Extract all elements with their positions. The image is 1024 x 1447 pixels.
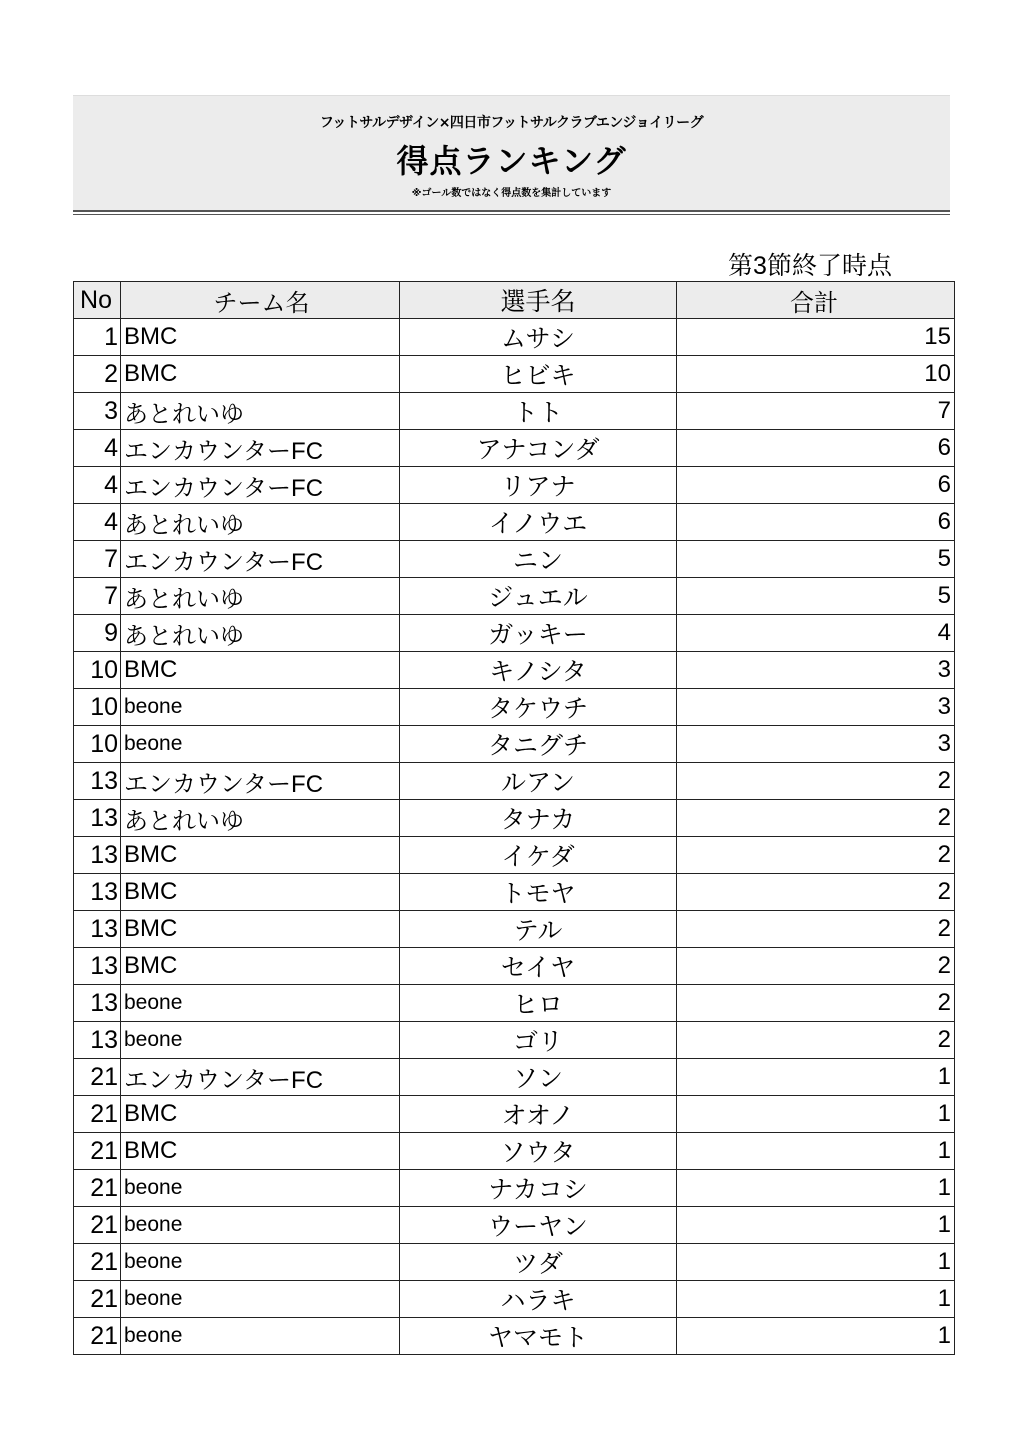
total-cell: 1	[677, 1244, 955, 1281]
table-row	[74, 1244, 955, 1281]
team-cell: BMC	[121, 1133, 400, 1170]
rank-cell: 10	[74, 689, 121, 726]
team-cell: あとれいゆ	[121, 615, 400, 652]
table-row	[74, 541, 955, 578]
total-cell: 3	[677, 652, 955, 689]
team-cell: beone	[121, 1170, 400, 1207]
total-cell: 6	[677, 467, 955, 504]
total-cell: 5	[677, 541, 955, 578]
rank-cell: 3	[74, 393, 121, 430]
team-cell: beone	[121, 689, 400, 726]
player-cell: ルアン	[400, 763, 677, 800]
column-header-total: 合計	[677, 282, 955, 319]
total-cell: 2	[677, 763, 955, 800]
player-cell: ソウタ	[400, 1133, 677, 1170]
table-row	[74, 1096, 955, 1133]
table-row	[74, 467, 955, 504]
player-cell: タナカ	[400, 800, 677, 837]
team-cell: BMC	[121, 652, 400, 689]
header-banner	[73, 95, 950, 211]
total-cell: 2	[677, 985, 955, 1022]
rank-cell: 13	[74, 874, 121, 911]
total-cell: 3	[677, 689, 955, 726]
table-row	[74, 911, 955, 948]
team-cell: エンカウンターFC	[121, 467, 400, 504]
table-row	[74, 430, 955, 467]
column-header-team: チーム名	[121, 282, 400, 319]
column-header-no: No	[74, 282, 121, 319]
player-cell: アナコンダ	[400, 430, 677, 467]
rank-cell: 13	[74, 800, 121, 837]
player-cell: リアナ	[400, 467, 677, 504]
total-cell: 15	[677, 319, 955, 356]
team-cell: BMC	[121, 1096, 400, 1133]
total-cell: 4	[677, 615, 955, 652]
rank-cell: 13	[74, 763, 121, 800]
rank-cell: 13	[74, 1022, 121, 1059]
scoring-note: ※ゴール数ではなく得点数を集計しています	[411, 188, 612, 199]
team-cell: BMC	[121, 911, 400, 948]
player-cell: イノウエ	[400, 504, 677, 541]
table-row	[74, 393, 955, 430]
table-row	[74, 1207, 955, 1244]
total-cell: 2	[677, 837, 955, 874]
player-cell: ニン	[400, 541, 677, 578]
team-cell: beone	[121, 985, 400, 1022]
player-cell: キノシタ	[400, 652, 677, 689]
rank-cell: 10	[74, 652, 121, 689]
table-row	[74, 1059, 955, 1096]
rank-cell: 21	[74, 1096, 121, 1133]
total-cell: 2	[677, 800, 955, 837]
team-cell: あとれいゆ	[121, 504, 400, 541]
rank-cell: 7	[74, 578, 121, 615]
total-cell: 2	[677, 874, 955, 911]
table-row	[74, 615, 955, 652]
rank-cell: 21	[74, 1207, 121, 1244]
total-cell: 1	[677, 1281, 955, 1318]
team-cell: BMC	[121, 319, 400, 356]
rank-cell: 21	[74, 1059, 121, 1096]
team-cell: あとれいゆ	[121, 578, 400, 615]
player-cell: タケウチ	[400, 689, 677, 726]
player-cell: テル	[400, 911, 677, 948]
player-cell: ガッキー	[400, 615, 677, 652]
team-cell: BMC	[121, 874, 400, 911]
total-cell: 2	[677, 948, 955, 985]
team-cell: beone	[121, 1207, 400, 1244]
table-row	[74, 319, 955, 356]
rank-cell: 13	[74, 837, 121, 874]
total-cell: 10	[677, 356, 955, 393]
rank-cell: 4	[74, 467, 121, 504]
table-header-row	[74, 282, 955, 319]
total-cell: 1	[677, 1133, 955, 1170]
team-cell: あとれいゆ	[121, 800, 400, 837]
total-cell: 1	[677, 1170, 955, 1207]
column-header-player: 選手名	[400, 282, 677, 319]
player-cell: タニグチ	[400, 726, 677, 763]
rank-cell: 2	[74, 356, 121, 393]
total-cell: 2	[677, 1022, 955, 1059]
total-cell: 6	[677, 504, 955, 541]
player-cell: ムサシ	[400, 319, 677, 356]
table-row	[74, 578, 955, 615]
rank-cell: 21	[74, 1318, 121, 1355]
player-cell: ゴリ	[400, 1022, 677, 1059]
table-row	[74, 652, 955, 689]
page-title: 得点ランキング	[396, 142, 627, 180]
rank-cell: 9	[74, 615, 121, 652]
team-cell: beone	[121, 1244, 400, 1281]
player-cell: ヤマモト	[400, 1318, 677, 1355]
table-row	[74, 800, 955, 837]
as-of-label: 第3節終了時点	[728, 252, 892, 280]
player-cell: ナカコシ	[400, 1170, 677, 1207]
team-cell: beone	[121, 726, 400, 763]
team-cell: エンカウンターFC	[121, 1059, 400, 1096]
table-row	[74, 1281, 955, 1318]
header-divider	[73, 210, 950, 212]
rank-cell: 21	[74, 1170, 121, 1207]
rank-cell: 13	[74, 985, 121, 1022]
total-cell: 2	[677, 911, 955, 948]
player-cell: ヒビキ	[400, 356, 677, 393]
table-row	[74, 763, 955, 800]
team-cell: BMC	[121, 948, 400, 985]
total-cell: 3	[677, 726, 955, 763]
player-cell: オオノ	[400, 1096, 677, 1133]
team-cell: あとれいゆ	[121, 393, 400, 430]
rank-cell: 21	[74, 1244, 121, 1281]
table-row	[74, 689, 955, 726]
team-cell: beone	[121, 1318, 400, 1355]
table-row	[74, 1133, 955, 1170]
team-cell: エンカウンターFC	[121, 430, 400, 467]
player-cell: トモヤ	[400, 874, 677, 911]
player-cell: ハラキ	[400, 1281, 677, 1318]
table-row	[74, 1170, 955, 1207]
rank-cell: 4	[74, 504, 121, 541]
player-cell: ヒロ	[400, 985, 677, 1022]
rank-cell: 13	[74, 948, 121, 985]
table-row	[74, 948, 955, 985]
player-cell: ウーヤン	[400, 1207, 677, 1244]
league-subtitle: フットサルデザイン×四日市フットサルクラブエンジョイリーグ	[319, 115, 704, 131]
total-cell: 6	[677, 430, 955, 467]
table-row	[74, 726, 955, 763]
table-row	[74, 504, 955, 541]
rank-cell: 21	[74, 1133, 121, 1170]
total-cell: 5	[677, 578, 955, 615]
ranking-table	[73, 281, 955, 1355]
player-cell: ジュエル	[400, 578, 677, 615]
total-cell: 1	[677, 1096, 955, 1133]
team-cell: BMC	[121, 356, 400, 393]
total-cell: 1	[677, 1059, 955, 1096]
total-cell: 1	[677, 1207, 955, 1244]
rank-cell: 13	[74, 911, 121, 948]
table-row	[74, 356, 955, 393]
header-divider-thin	[73, 214, 950, 215]
total-cell: 7	[677, 393, 955, 430]
table-row	[74, 1318, 955, 1355]
team-cell: エンカウンターFC	[121, 541, 400, 578]
rank-cell: 1	[74, 319, 121, 356]
table-row	[74, 1022, 955, 1059]
player-cell: セイヤ	[400, 948, 677, 985]
player-cell: トト	[400, 393, 677, 430]
table-row	[74, 874, 955, 911]
table-row	[74, 837, 955, 874]
team-cell: beone	[121, 1022, 400, 1059]
team-cell: エンカウンターFC	[121, 763, 400, 800]
table-row	[74, 985, 955, 1022]
team-cell: BMC	[121, 837, 400, 874]
player-cell: ソン	[400, 1059, 677, 1096]
rank-cell: 7	[74, 541, 121, 578]
team-cell: beone	[121, 1281, 400, 1318]
total-cell: 1	[677, 1318, 955, 1355]
player-cell: ツダ	[400, 1244, 677, 1281]
rank-cell: 21	[74, 1281, 121, 1318]
rank-cell: 10	[74, 726, 121, 763]
player-cell: イケダ	[400, 837, 677, 874]
rank-cell: 4	[74, 430, 121, 467]
